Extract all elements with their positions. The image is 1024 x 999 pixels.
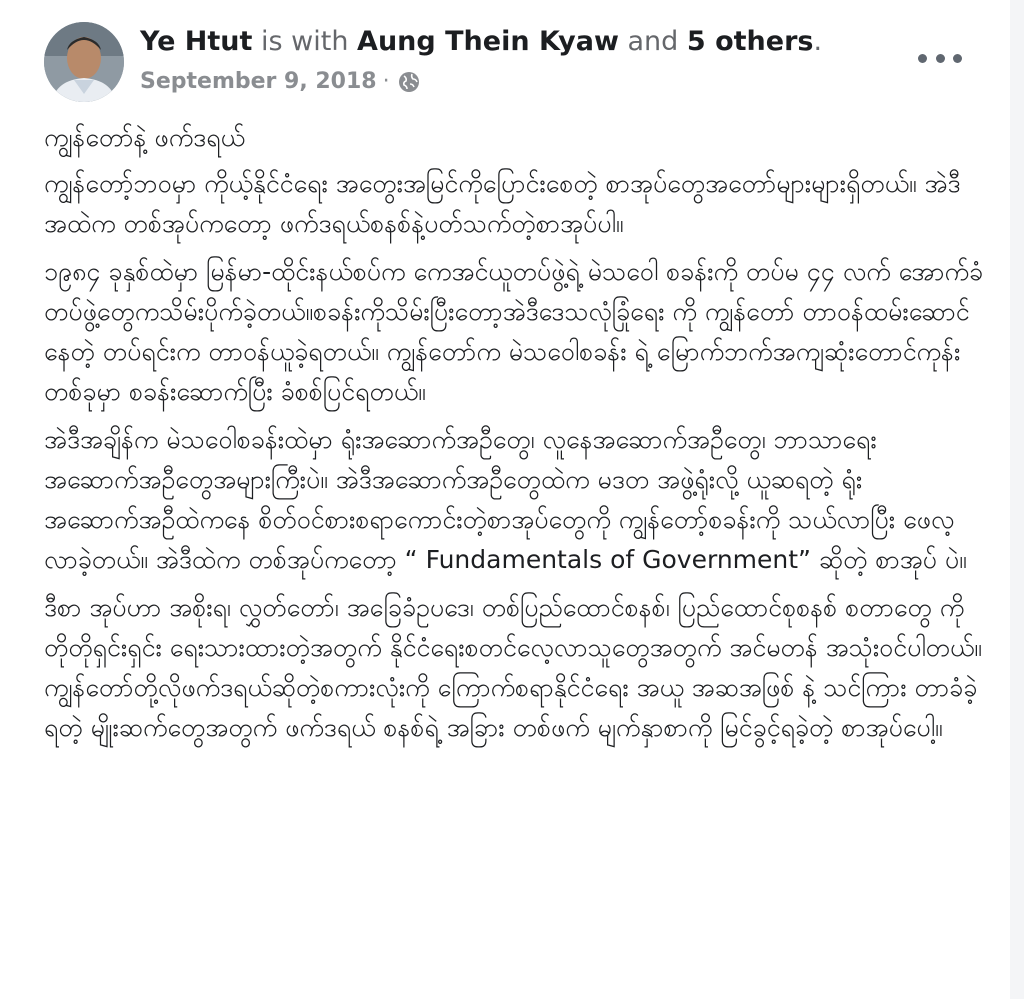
globe-icon[interactable] [398,71,420,93]
tagged-person[interactable]: Aung Thein Kyaw [357,26,619,57]
more-options-icon[interactable] [918,50,962,66]
dot-2 [936,54,945,63]
paragraph-2: ၁၉၈၄ ခုနှစ်ထဲမှာ မြန်မာ-ထိုင်းနယ်စပ်က ကေအင်ယူတပ်ဖွဲ့ရဲ့ မဲသဝေါ စခန်းကို တပ်မ ၄၄ လက် အောက်ခံတပ်ဖွဲ့တွေကသိမ်းပိုက်ခဲ့တယ်။စခန်းကိုသိမ်းပြီးတော့အဲဒီဒေသလုံခြုံရေး ကို ကျွန်တော် တာဝန်ထမ်းဆောင်နေတဲ့ တပ်ရင်းက တာဝန်ယူခဲ့ရတယ်။ ကျွန်တော်က မဲသဝေါစခန်း ရဲ့ မြောက်ဘက်အကျဆုံးတောင်ကုန်းတစ်ခုမှာ စခန်းဆောက်ပြီး ခံစစ်ပြင်ရတယ်။ [44,257,984,406]
scroll-edge [1010,0,1024,999]
post-body [44,118,984,756]
post-meta [140,66,420,98]
post-title: ကျွန်တော်နဲ့ ဖက်ဒရယ် [44,123,245,152]
meta-separator: · [382,69,390,94]
paragraph-4: ဒီစာ အုပ်ဟာ အစိုးရ၊ လွှတ်တော်၊ အခြေခံဥပဒေ၊ တစ်ပြည်ထောင်စနစ်၊ ပြည်ထောင်စုစနစ် စတာတွေ ကို တိုတိုရှင်းရှင်း ရေးသားထားတဲ့အတွက် နိုင်ငံရေးစတင်လေ့လာသူတွေအတွက် အင်မတန် အသုံးဝင်ပါတယ်။ ကျွန်တော်တို့လိုဖက်ဒရယ်ဆိုတဲ့စကားလုံးကို ကြောက်စရာနိုင်ငံရေး အယူ အဆအဖြစ် နဲ့ သင်ကြား တာခံခဲ့ရတဲ့ မျိုးဆက်တွေအတွက် ဖက်ဒရယ် စနစ်ရဲ့ အခြား တစ်ဖက် မျက်နှာစာကို မြင်ခွင့်ရခဲ့တဲ့ စာအုပ်ပေါ့။ [44,593,982,742]
dot-1 [918,54,927,63]
header-period: . [813,26,823,57]
author-avatar[interactable] [44,22,124,102]
paragraph-3: အဲဒီအချိန်က မဲသဝေါစခန်းထဲမှာ ရုံးအဆောက်အဦတွေ၊ လူနေအဆောက်အဦတွေ၊ ဘာသာရေး အဆောက်အဦတွေအများကြီးပဲ။ အဲဒီအဆောက်အဦတွေထဲက မဒတ အဖွဲ့ရုံးလို့ ယူဆရတဲ့ ရုံး အဆောက်အဦထဲကနေ စိတ်ဝင်စားစရာကောင်းတဲ့စာအုပ်တွေကို ကျွန်တော့်စခန်းကို သယ်လာပြီး ဖေလ့လာခဲ့တယ်။ အဲဒီထဲက တစ်အုပ်ကတော့ “ Fundamentals of Government” ဆိုတဲ့ စာအုပ် ပဲ။ [44,425,967,574]
paragraph-1: ကျွန်တော့်ဘဝမှာ ကိုယ့်နိုင်ငံရေး အတွေးအမြင်ကိုပြောင်းစေတဲ့ စာအုပ်တွေအတော်များများရှိတယ်။ အဲဒီအထဲက တစ်အုပ်ကတော့ ဖက်ဒရယ်စနစ်နဲ့ပတ်သက်တဲ့စာအုပ်ပါ။ [44,169,961,238]
and-text: and [627,26,679,57]
tagged-others-link[interactable]: 5 others [686,26,814,57]
author-name[interactable]: Ye Htut [140,26,253,57]
with-text: is with [261,26,349,57]
profile-photo [44,22,124,102]
post-header-line [140,24,822,60]
post-date[interactable]: September 9, 2018 [140,69,377,94]
dot-3 [953,54,962,63]
